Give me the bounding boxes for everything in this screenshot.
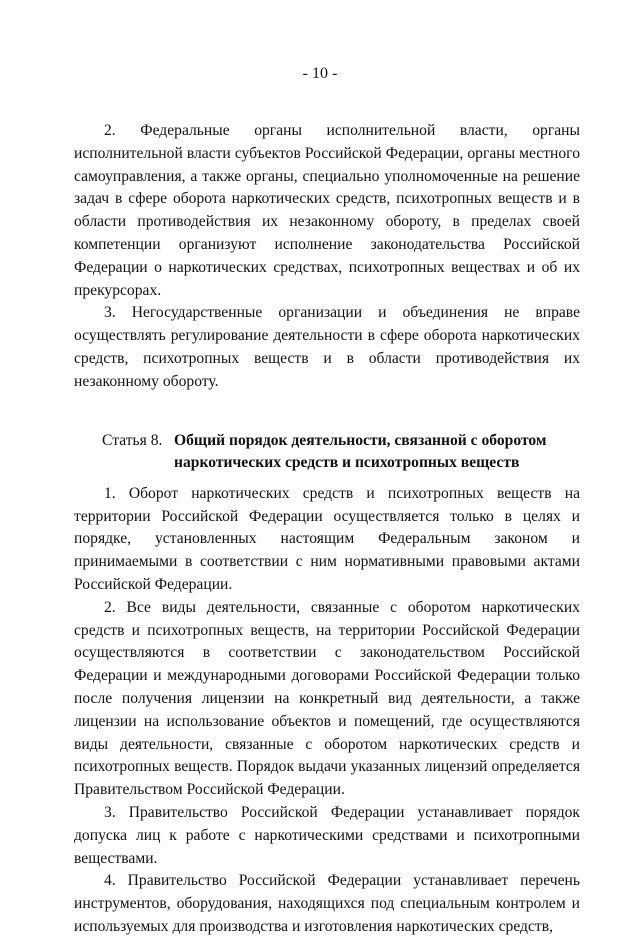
- paragraph-federal-bodies: 2. Федеральные органы исполнительной власти, органы исполнительной власти субъектов Российской Федерации, органы местного самоуправления, а также органы, специально уполномоченные на решение задач в сфере оборота наркотических средств, психотропных веществ и в области противодействия их незаконному обороту, в пределах своей компетенции организуют исполнение законодательства Российской Федерации о наркотических средствах, психотропных веществах и об их прекурсорах.: [74, 122, 580, 299]
- paragraph-article-2: 2. Все виды деятельности, связанные с оборотом наркотических средств и психотропных веществ, на территории Российской Федерации осуществляются в соответствии с законодательством Российской Федерации и международными договорами Российской Федерации только после получения лицензии на конкретный вид деятельности, а также лицензии на использование объектов и помещений, где осуществляются виды деятельности, связанные с оборотом наркотических средств и психотропных веществ. Порядок выдачи указанных лицензий определяется Правительством Российской Федерации.: [74, 598, 580, 799]
- paragraph-article-4: 4. Правительство Российской Федерации устанавливает перечень инструментов, оборудования, находящихся под специальным контролем и используемых для производства и изготовления наркотических средств,: [74, 872, 580, 935]
- document-body: [74, 120, 580, 939]
- article-number: Статья 8.: [102, 431, 163, 449]
- paragraph-non-state-organizations: 3. Негосударственные организации и объединения не вправе осуществлять регулирование деятельности в сфере оборота наркотических средств, психотропных веществ и в области противодействия их незаконному обороту.: [74, 304, 580, 390]
- page-number: - 10 -: [302, 65, 338, 82]
- paragraph-article-1: 1. Оборот наркотических средств и психотропных веществ на территории Российской Федерации осуществляется только в целях и порядке, установленных настоящим Федеральным законом и принимаемыми в соответствии с ним нормативными правовыми актами Российской Федерации.: [74, 484, 580, 593]
- article-title-line-2: наркотических средств и психотропных веществ: [174, 454, 520, 472]
- paragraph-article-3: 3. Правительство Российской Федерации устанавливает порядок допуска лиц к работе с наркотическими средствами и психотропными веществами.: [74, 803, 580, 867]
- article-heading: [74, 430, 580, 475]
- article-title-line-1: Общий порядок деятельности, связанной с оборотом: [174, 431, 547, 449]
